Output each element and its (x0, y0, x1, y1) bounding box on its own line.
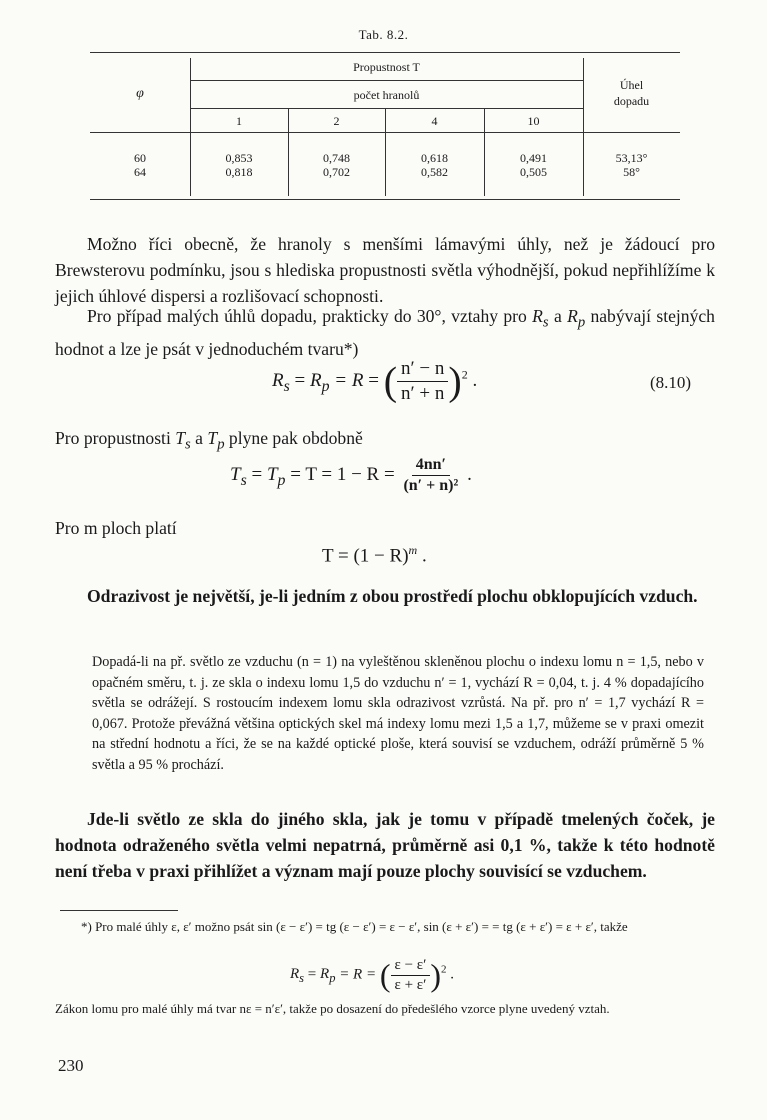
footnote-continuation: Zákon lomu pro malé úhly má tvar nε = n′ε′, takže po dosazení do předešlého vzorce plyne uvedený vztah. (55, 1001, 610, 1016)
table-cell-angle: 58° (623, 165, 640, 179)
paragraph-2: Pro případ malých úhlů dopadu, prakticky do 30°, vztahy pro $R_s$ a $R_p$ nabývají stejných hodnot a lze je psát v jednoduchém tvaru*) (55, 306, 715, 359)
footnote: *) Pro malé úhly ε, ε′ možno psát sin (ε − ε′) = tg (ε − ε′) = ε − ε′, sin (ε + ε′) = = tg (ε + ε′) = ε + ε′, takže (81, 919, 628, 934)
table-cell: 0,491 (520, 151, 547, 165)
table-cell-angle: 53,13° (615, 151, 648, 165)
example-paragraph: Dopadá-li na př. světlo ze vzduchu (n = 1) na vyleštěnou skleněnou plochu o indexu lomu n = 1,5, nebo v opačném směru, t. j. ze skla o indexu lomu 1,5 do vzduchu n′ = 1, vychází R = 0,04, t. j. 4 % dopadajícího světla se odrážejí. S rostoucím indexem lomu skla odrazivost vzrůstá. Na př. pro n′ = 1,7 vychází R = 0,067. Protože převážná většina optických skel má indexy lomu mezi 1,5 a 1,7, můžeme se v praxi omezit na střední hodnotu a říci, že se na každé optické ploše, která souvisí se vzduchem, odráží průměrně 5 % světla a 95 % prochází. (92, 654, 704, 773)
table-cell-phi: 64 (134, 165, 146, 179)
paragraph-1: Možno říci obecně, že hranoly s menšími lámavými úhly, než je žádoucí pro Brewsterovu podmínku, jsou s hlediska propustnosti světla výhodnější, pokud nepřihlížíme k jejich úhlové dispersi a rozlišovací schopnosti. (55, 234, 715, 306)
equation-8-10: $R_s = R_p = R$ = ( $\frac{n' - n}{n' + n}$ )$^2$ . (272, 358, 478, 404)
header-transmittance: Propustnost T (353, 60, 420, 74)
table-cell: 0,853 (225, 151, 253, 165)
table-cell: 0,618 (421, 151, 448, 165)
paragraph-4: Pro m ploch platí (55, 518, 177, 538)
header-phi: φ (136, 86, 144, 101)
prism-count: 2 (333, 114, 340, 128)
prism-count: 4 (431, 114, 438, 128)
paragraph-6: Jde-li světlo ze skla do jiného skla, jak je tomu v případě tmelených čoček, je hodnota odraženého světla velmi nepatrná, průměrně asi 0,1 %, takže k této hodnotě není třeba v praxi přihlížet a význam mají pouze plochy souvisící se vzduchem. (55, 809, 715, 881)
prism-count: 10 (527, 114, 540, 128)
header-angle-line2: dopadu (613, 94, 650, 108)
footnote-equation: $R_s = R_p = R$ = ( $\frac{\varepsilon - \varepsilon'}{\varepsilon + \varepsilon'}$ )$^2$ . (290, 956, 455, 993)
transmittance-table (90, 52, 680, 204)
table-cell: 0,505 (520, 165, 547, 179)
prism-count: 1 (236, 114, 242, 128)
header-angle-line1: Úhel (619, 78, 644, 92)
paragraph-5: Odrazivost je největší, je-li jedním z obou prostředí plochu obklopujících vzduch. (87, 586, 698, 606)
footnote-divider (60, 910, 178, 911)
equation-m-surfaces: $T = (1 - R)^m$ . (322, 543, 427, 567)
equation-transmittance: $T_s = T_p = T = 1 - R$ = $\frac{4nn'}{\text{(n′ + n)²}}$ . (230, 456, 472, 494)
table-caption: Tab. 8.2. (358, 27, 409, 42)
header-prisms: počet hranolů (353, 88, 420, 102)
table-cell: 0,702 (323, 165, 350, 179)
table-cell-phi: 60 (134, 151, 146, 165)
table-cell: 0,582 (421, 165, 448, 179)
table-cell: 0,748 (323, 151, 350, 165)
equation-number: (8.10) (650, 373, 692, 392)
paragraph-3: Pro propustnosti $T_s$ a $T_p$ plyne pak obdobně (55, 428, 363, 453)
page-number: 230 (58, 1056, 84, 1075)
table-cell: 0,818 (225, 165, 253, 179)
